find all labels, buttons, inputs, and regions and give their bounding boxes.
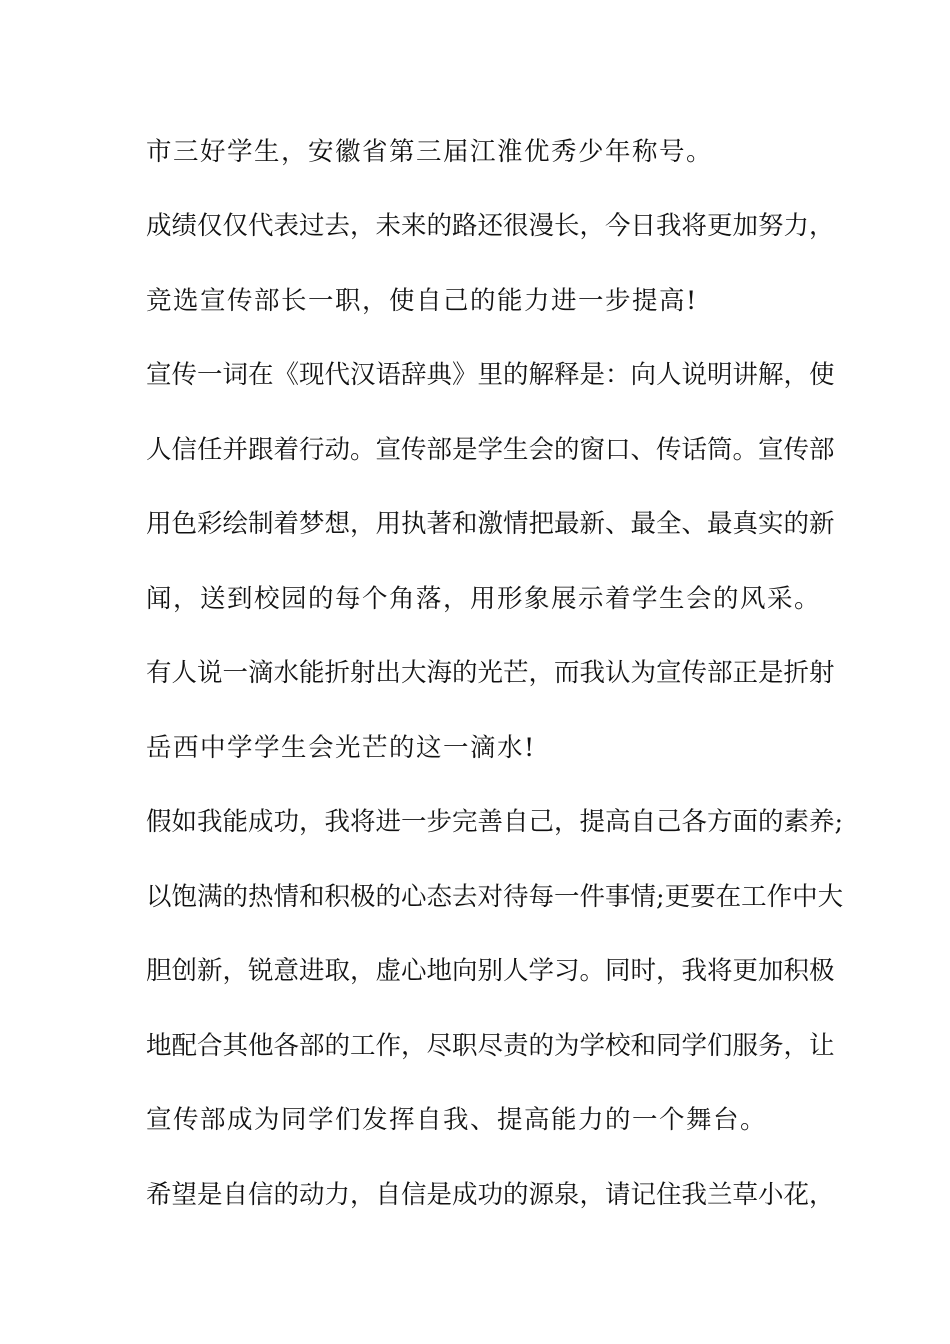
text-line-3: 竞选宣传部长一职，使自己的能力进一步提高! [146,286,698,316]
text-line-11: 以饱满的热情和积极的心态去对待每一件事情;更要在工作中大 [146,882,844,912]
text-line-6: 用色彩绘制着梦想，用执著和激情把最新、最全、最真实的新 [146,509,835,539]
text-line-8: 有人说一滴水能折射出大海的光芒，而我认为宣传部正是折射 [146,658,835,688]
text-line-14: 宣传部成为同学们发挥自我、提高能力的一个舞台。 [146,1105,768,1135]
text-line-2: 成绩仅仅代表过去，未来的路还很漫长，今日我将更加努力， [146,211,835,241]
text-line-9: 岳西中学学生会光芒的这一滴水! [146,733,536,763]
text-line-1: 市三好学生，安徽省第三届江淮优秀少年称号。 [146,137,714,167]
text-line-10: 假如我能成功，我将进一步完善自己，提高自己各方面的素养; [146,807,844,837]
text-line-15: 希望是自信的动力，自信是成功的源泉，请记住我兰草小花， [146,1180,835,1210]
text-line-7: 闻，送到校园的每个角落，用形象展示着学生会的风采。 [146,584,822,614]
text-line-13: 地配合其他各部的工作，尽职尽责的为学校和同学们服务，让 [146,1031,835,1061]
text-line-5: 人信任并跟着行动。宣传部是学生会的窗口、传话筒。宣传部 [146,435,835,465]
text-line-4: 宣传一词在《现代汉语辞典》里的解释是：向人说明讲解，使 [146,360,835,390]
text-line-12: 胆创新，锐意进取，虚心地向别人学习。同时，我将更加积极 [146,956,835,986]
